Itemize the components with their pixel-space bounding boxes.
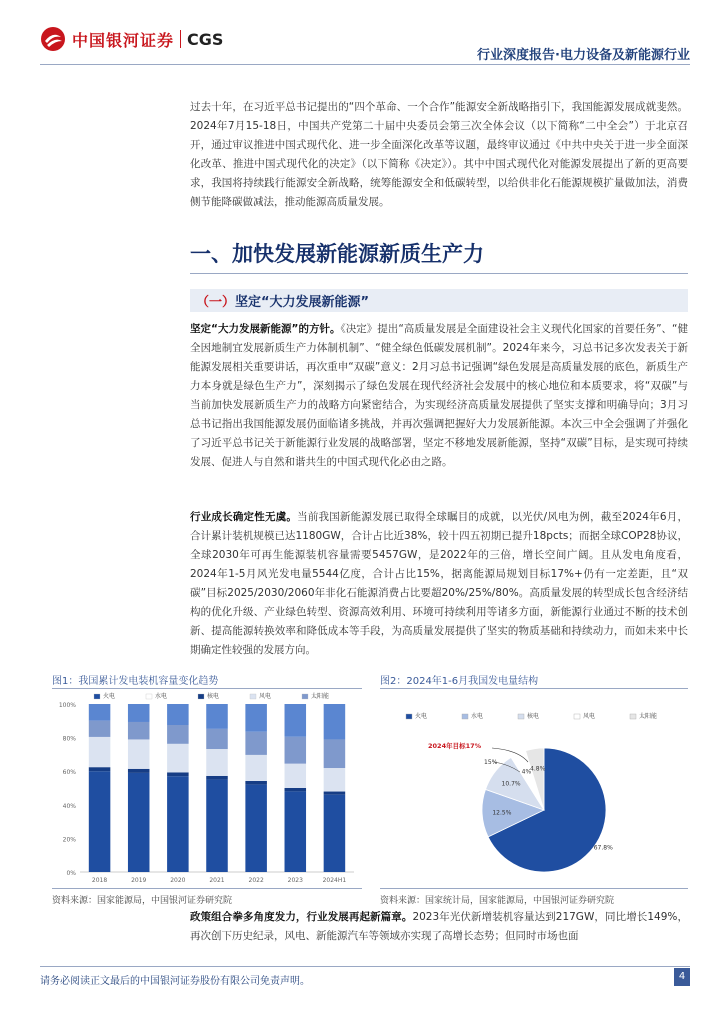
bar-segment — [285, 764, 307, 788]
bar-segment — [128, 773, 150, 872]
bar-segment — [89, 771, 111, 872]
bar-segment — [89, 737, 111, 767]
x-tick-label: 2018 — [91, 877, 108, 884]
y-tick-label: 60% — [62, 769, 76, 777]
legend-label: 太阳能 — [639, 713, 658, 720]
figure-1-source: 资料来源：国家能源局，中国银河证券研究院 — [52, 896, 233, 906]
figure-1-chart — [52, 692, 362, 886]
logo-divider — [180, 30, 181, 48]
y-tick-label: 80% — [62, 735, 76, 743]
x-tick-label: 2021 — [209, 877, 225, 884]
bar-segment — [324, 795, 346, 872]
bar-segment — [285, 737, 307, 764]
subsection-label: 坚定“大力发展新能源” — [235, 295, 370, 310]
y-tick-label: 40% — [62, 802, 76, 810]
bar-segment — [245, 704, 267, 732]
y-tick-label: 100% — [58, 702, 76, 709]
paragraph-2-body: 当前我国新能源发展已取得全球瞩目的成就，以光伏/风电为例，截至2024年6月，合计累计装机规模已达1180GW，合计占比近38%，较十四五初期已提升18pcts；而据全球COP28协议，全球2030年可再生能源装机容量需要5457GW，是2022年的三倍，增长空间广阔。且从发电角度看，2024年1-5月风光发电量5544亿度，合计占比15%，据离能源局规划目标17%+仍有一定差距，且“双碳”目标2025/2030/2060年非化石能源消费占比要超20%/25%/80%。高质量发展的转型成长包含经济结构的优化升级、产业绿色转型、资源高效利用、环境可持续利用等诸多方面，新能源行业通过不断的技术创新、提高能源转换效率和降低成本等手段，为高质量发展提供了坚实的物质基础和持续动力，而如未来中长期确定性较强的发展方向。 — [190, 511, 688, 656]
bar-segment — [167, 776, 189, 872]
bar-segment — [167, 725, 189, 744]
legend-label: 太阳能 — [311, 693, 330, 700]
bar-segment — [206, 749, 228, 776]
legend-swatch — [518, 714, 524, 719]
extra-label: 15% — [484, 759, 498, 766]
pie-value-label: 10.7% — [501, 780, 521, 788]
legend-label: 风电 — [259, 693, 272, 700]
legend-swatch — [462, 714, 468, 719]
figure-1-top-rule — [52, 688, 362, 689]
bar-segment — [167, 744, 189, 773]
subsection-number: （一） — [196, 295, 236, 310]
bar-segment — [324, 792, 346, 795]
figure-2-source: 资料来源：国家统计局，国家能源局，中国银河证券研究院 — [380, 896, 615, 906]
legend-swatch — [250, 694, 256, 699]
x-tick-label: 2022 — [248, 877, 264, 884]
y-tick-label: 0% — [66, 870, 76, 877]
bar-segment — [128, 769, 150, 773]
figure-1-bottom-rule — [52, 888, 362, 889]
legend-swatch — [302, 694, 308, 699]
figure-2-top-rule — [380, 688, 688, 689]
bar-segment — [206, 729, 228, 749]
bar-segment — [324, 768, 346, 792]
figure-2-chart — [380, 692, 688, 886]
header-divider — [40, 64, 690, 65]
bar-segment — [128, 704, 150, 722]
intro-paragraph: 过去十年，在习近平总书记提出的“四个革命、一个合作”能源安全新战略指引下，我国能源发展成就斐然。2024年7月15-18日，中国共产党第二十届中央委员会第三次全体会议（以下简称“二中全会”）于北京召开，通过审议推进中国式现代化、进一步全面深化改革等议题，最终审议通过《中共中央关于进一步全面深化改革、推进中国式现代化的决定》（以下简称《决定》）。其中中国式现代化对能源发展提出了新的更高要求，我国将持续践行能源安全新战略，统筹能源安全和低碳转型，以给供非化石能源规模扩量做加法，消费侧节能降碳做减法，推动能源高质量发展。 — [190, 101, 688, 208]
paragraph-3-lead: 政策组合拳多角度发力，行业发展再起新篇章。 — [190, 911, 413, 923]
legend-label: 核电 — [207, 693, 220, 700]
legend-swatch — [630, 714, 636, 719]
paragraph-2-lead: 行业成长确定性无虞。 — [190, 511, 298, 523]
bar-segment — [285, 788, 307, 791]
bar-segment — [167, 772, 189, 776]
paragraph-3 — [190, 908, 688, 946]
bar-segment — [285, 704, 307, 737]
legend-swatch — [574, 714, 580, 719]
y-tick-label: 20% — [62, 836, 76, 844]
legend-label: 水电 — [471, 713, 484, 720]
bar-segment — [245, 781, 267, 785]
bar-segment — [324, 739, 346, 768]
legend-swatch — [406, 714, 412, 719]
subsection-title — [190, 289, 688, 312]
bar-segment — [245, 785, 267, 872]
company-logo — [40, 26, 223, 52]
bar-segment — [128, 739, 150, 768]
bar-segment — [89, 721, 111, 737]
pie-value-label: 67.8% — [593, 844, 613, 852]
pie-value-label: 4% — [521, 768, 532, 776]
legend-swatch — [94, 694, 100, 699]
pie-value-label: 12.5% — [492, 809, 512, 817]
legend-label: 火电 — [415, 713, 428, 720]
legend-swatch — [198, 694, 204, 699]
legend-label: 核电 — [527, 713, 540, 720]
footer-disclaimer: 请务必阅读正文最后的中国银河证券股份有限公司免责声明。 — [40, 976, 310, 987]
footer-divider — [40, 966, 690, 967]
x-tick-label: 2020 — [170, 877, 186, 884]
figure-2-bottom-rule — [380, 888, 688, 889]
section-title-underline — [190, 273, 688, 274]
logo-text: 中国银河证券 — [72, 30, 175, 50]
page-number: 4 — [674, 968, 690, 986]
paragraph-3-body: 2023年光伏新增装机容量达到217GW，同比增长149%，再次创下历史纪录，风电、新能源汽车等领域亦实现了高增长态势；但同时市场也面 — [190, 911, 688, 942]
bar-segment — [324, 704, 346, 739]
bar-segment — [245, 732, 267, 755]
bar-segment — [245, 755, 267, 781]
x-tick-label: 2024H1 — [322, 877, 347, 884]
report-type: 行业深度报告·电力设备及新能源行业 — [477, 48, 690, 63]
pie-value-label: 4.8% — [530, 765, 546, 773]
legend-label: 风电 — [583, 713, 596, 720]
bar-segment — [206, 704, 228, 729]
bar-segment — [285, 791, 307, 872]
paragraph-1-body: 《决定》提出“高质量发展是全面建设社会主义现代化国家的首要任务”、“健全因地制宜发展新质生产力体制机制”、“健全绿色低碳发展机制”。2024年来今，习总书记多次发表关于新能源发展相关重要讲话，再次重申“双碳”意义：2月习总书记强调“绿色发展是高质量发展的底色，新质生产力本身就是绿色生产力”，深刻揭示了绿色发展在现代经济社会发展中的核心地位和本质要求，将“双碳”与当前加快发展新质生产力的战略方向紧密结合，为实现经济高质量发展提供了坚实支撑和明确导向；3月习总书记指出我国能源发展仍面临诸多挑战，并再次强调把握好大力发展新能源。本次三中全会强调了并强化了习近平总书记关于新能源行业发展的战略部署，坚定不移地发展新能源，坚持“双碳”目标，是实现可持续发展、促进人与自然和谐共生的中国式现代化必由之路。 — [190, 323, 688, 468]
paragraph-2 — [190, 508, 688, 660]
paragraph-1-lead: 坚定“大力发展新能源”的方针。 — [190, 323, 341, 335]
section-title: 一、加快发展新能源新质生产力 — [190, 242, 484, 266]
bar-segment — [89, 767, 111, 771]
legend-label: 火电 — [103, 693, 116, 700]
bar-segment — [89, 704, 111, 721]
bar-segment — [206, 776, 228, 780]
logo-cgs: CGS — [187, 29, 224, 49]
bar-segment — [206, 780, 228, 872]
figure-1-title: 图1：我国累计发电装机容量变化趋势 — [52, 676, 219, 687]
legend-swatch — [146, 694, 152, 699]
x-tick-label: 2019 — [131, 877, 147, 884]
paragraph-1 — [190, 320, 688, 472]
figure-2-title: 图2：2024年1-6月我国发电量结构 — [380, 676, 539, 687]
bar-segment — [167, 704, 189, 725]
legend-label: 水电 — [155, 693, 168, 700]
target-annotation: 2024年目标17% — [428, 742, 482, 750]
galaxy-logo-icon — [40, 26, 66, 52]
bar-segment — [128, 722, 150, 739]
x-tick-label: 2023 — [287, 877, 303, 884]
